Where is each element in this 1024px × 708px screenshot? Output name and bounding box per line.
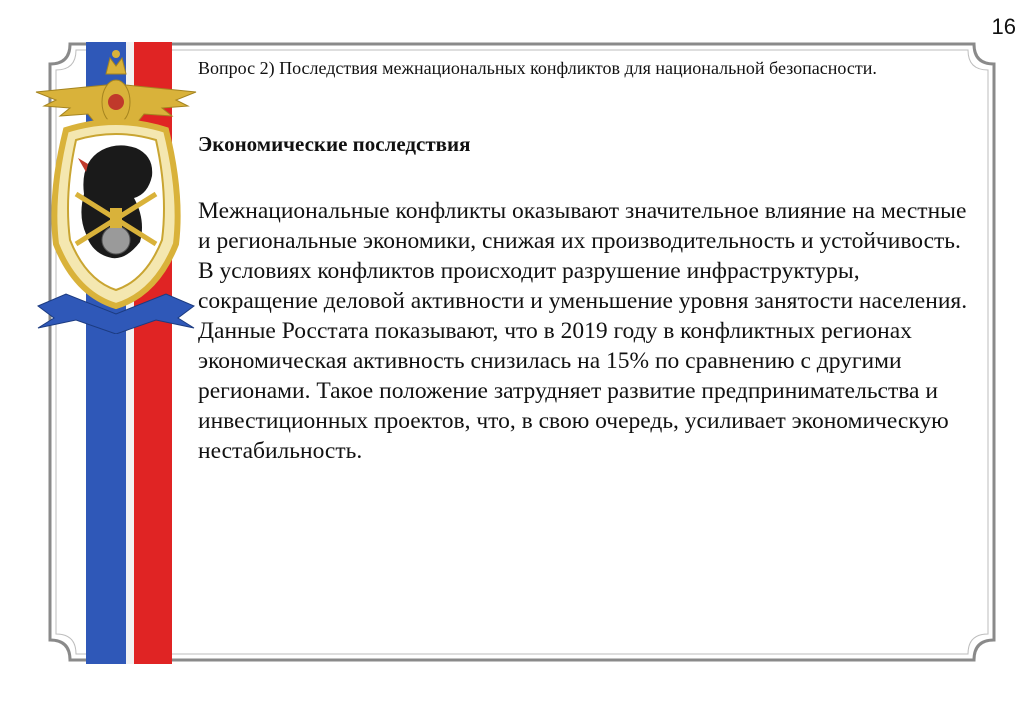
question-title: Вопрос 2) Последствия межнациональных конфликтов для национальной безопасности. — [198, 58, 877, 78]
section-heading: Экономические последствия — [198, 132, 471, 156]
body-paragraph: Межнациональные конфликты оказывают значительное влияние на местные и региональные экономики, снижая их производительность и устойчивость. В условиях конфликтов происходит разрушение инфраструктуры, сокращение деловой активности и уменьшение уровня занятости населения. Данные Росстата показывают, что в 2019 году в конфликтных регионах экономическая активность снизилась на 15% по сравнению с другими регионами. Такое положение затрудняет развитие предпринимательства и инвестиционных проектов, что, в свою очередь, усиливает экономическую нестабильность. — [198, 198, 968, 464]
emblem-logo — [26, 44, 206, 334]
slide-number: 16 — [991, 14, 1016, 39]
